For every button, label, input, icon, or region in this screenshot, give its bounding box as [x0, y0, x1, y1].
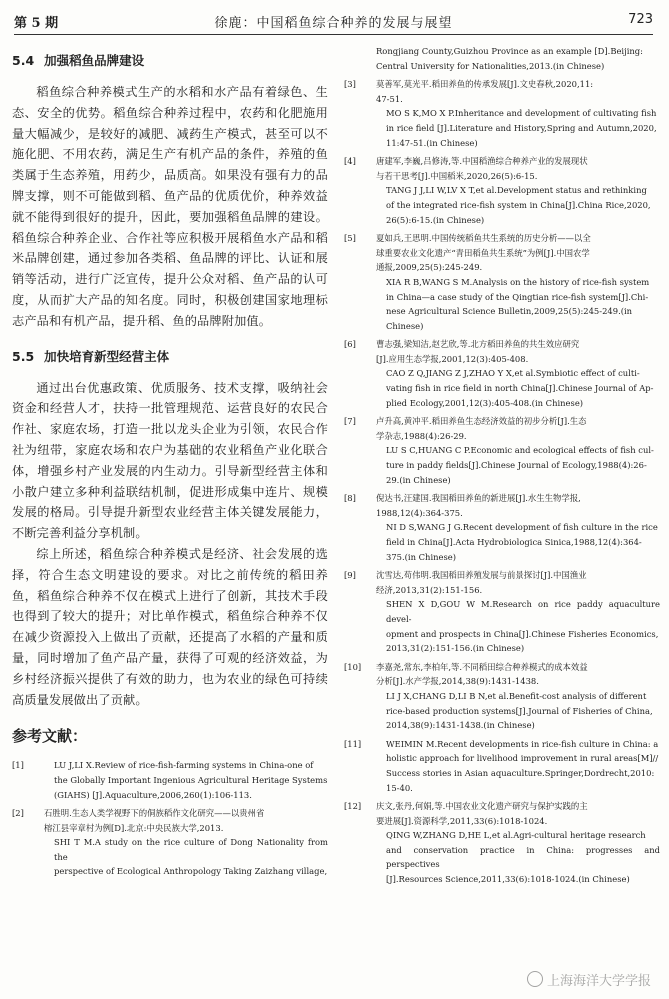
reference-en-line: of the integrated rice-fish system in China[J].China Rice,2020,	[386, 199, 651, 210]
reference-en-line: Success stories in Asian aquaculture.Springer,Dordrecht,2010:	[386, 767, 655, 778]
reference-item	[12, 806, 328, 879]
reference-en-line: 2014,38(9):1431-1438.(in Chinese)	[386, 720, 535, 731]
reference-cn-line: 榕江县宰章村为例[D].北京:中央民族大学,2013.	[44, 822, 224, 833]
reference-number: [3]	[344, 79, 356, 90]
reference-en-line: XIA R B,WANG S M.Analysis on the history of rice-fish system	[386, 276, 650, 287]
right-column	[344, 44, 660, 891]
reference-number: [5]	[344, 233, 356, 244]
reference-cn-line: 与若干思考[J].中国稻米,2020,26(5):6-15.	[376, 170, 538, 181]
watermark	[527, 970, 651, 989]
reference-item	[344, 231, 660, 333]
section-number: 5.5	[12, 348, 35, 364]
reference-number: [6]	[344, 339, 356, 350]
reference-number: [2]	[12, 808, 24, 819]
reference-item	[344, 568, 660, 656]
reference-en-line: opment and prospects in China[J].Chinese Fisheries Economics,	[386, 628, 659, 639]
reference-en-line: perspective of Ecological Anthropology Taking Zaizhang village,	[54, 866, 328, 877]
reference-en-line: in China—a case study of the Qingtian rice-fish system[J].Chi-	[386, 291, 649, 302]
reference-en-line: 26(5):6-15.(in Chinese)	[386, 214, 485, 225]
reference-number: [9]	[344, 570, 356, 581]
left-column	[12, 50, 328, 883]
reference-cn-line: 夏如兵,王思明.中国传统稻鱼共生系统的历史分析——以全	[376, 233, 591, 244]
reference-cn-line: 47-51.	[376, 93, 403, 104]
reference-cn-line: 1988,12(4):364-375.	[376, 507, 463, 518]
reference-list-right	[344, 44, 660, 891]
reference-cn-line: 球重要农业文化遗产“青田稻鱼共生系统”为例[J].中国农学	[376, 247, 590, 258]
paragraph: 通过出台优惠政策、优质服务、技术支撑，吸纳社会资金和经营人才，扶持一批管理规范、运营良好的农民合作社、家庭农场，打造一批以龙头企业为引领，农民合作社为纽带，家庭农场和农户为基础的农业稻鱼产业化联合体，增强乡村产业发展的内生动力。引导新型经营主体和小散户建立多种利益联结机制，促进形成集中连片、规模发展的格局。引导提升新型农业经营主体关键发展能力，不断完善利益分享机制。	[12, 380, 328, 541]
reference-item	[344, 737, 660, 795]
reference-en-line: plied Ecology,2001,12(3):405-408.(in Chinese)	[386, 397, 584, 408]
reference-en-line: Central University for Nationalities,2013.(in Chinese)	[376, 60, 605, 71]
section-title: 加强稻鱼品牌建设	[44, 53, 145, 68]
paragraph: 综上所述，稻鱼综合种养模式是经济、社会发展的选择，符合生态文明建设的要求。对比之前传统的稻田养鱼，稻鱼综合种养不仅在模式上进行了创新，其技术手段也得到了较大的提升；对比单作模式，稻鱼综合种养不仅在减少资源投入上做出了贡献，还提高了水稻的产量和质量，同时增加了鱼产品产量，获得了可观的经济效益，为乡村经济振兴提供了有效的助力，也为农业的绿色可持续高质量发展做出了贡献。	[12, 546, 328, 707]
reference-en-line: LI J X,CHANG D,LI B N,et al.Benefit-cost analysis of different	[386, 690, 647, 701]
paragraph: 稻鱼综合种养模式生产的水稻和水产品有着绿色、生态、安全的优势。稻鱼综合种养过程中，农药和化肥施用量大幅减少，是较好的减肥、减药生产模式，甚至可以不施化肥、不用农药，满足生产有机产品的条件，养殖的鱼类属于生态养殖，用药少，品质高。如果没有强有力的品牌支撑，则不可能做到稻、鱼产品的优质优价，种养效益就不能得到很好的提升，因此，要加强稻鱼品牌的建设。稻鱼综合种养企业、合作社等应积极开展稻鱼水产品和稻米品牌创建，通过参加各类稻、鱼品牌的评比、认证和展销等活动，进行广泛宣传，提升公众对稻、鱼产品的认可度，从而扩大产品的知名度。同时，积极创建国家地理标志产品和有机产品，提升稻、鱼的品牌附加值。	[12, 85, 328, 328]
reference-number: [4]	[344, 156, 356, 167]
reference-en-line: the Globally Important Ingenious Agricultural Heritage Systems	[54, 774, 328, 785]
reference-en-line: LU J,LI X.Review of rice-fish-farming systems in China-one of	[54, 760, 314, 771]
reference-item	[344, 44, 660, 73]
reference-number: [10]	[344, 661, 362, 672]
reference-number: [8]	[344, 493, 356, 504]
reference-cn-line: [J].应用生态学报,2001,12(3):405-408.	[376, 353, 529, 364]
reference-en-line: TANG J J,LI W,LV X T,et al.Development status and rethinking	[386, 185, 647, 196]
reference-item	[344, 660, 660, 733]
reference-cn-line: 要进展[J].资源科学,2011,33(6):1018-1024.	[376, 815, 548, 826]
reference-cn-line: 经济,2013,31(2):151-156.	[376, 584, 483, 595]
reference-item	[344, 414, 660, 487]
reference-en-line: holistic approach for livelihood improvement in rural areas[M]//	[386, 753, 659, 764]
reference-number: [7]	[344, 416, 356, 427]
references-heading: 参考文献：	[12, 727, 88, 746]
reference-en-line: and conservation practice in China: progresses and perspectives	[386, 844, 660, 870]
reference-cn-line: 李嘉尧,常东,李柏年,等.不同稻田综合种养模式的成本效益	[376, 661, 588, 672]
reference-cn-line: 分析[J].水产学报,2014,38(9):1431-1438.	[376, 676, 539, 687]
reference-en-line: (GIAHS) [J].Aquaculture,2006,260(1):106-113.	[54, 789, 252, 800]
reference-cn-line: 庆文,张丹,何娟,等.中国农业文化遗产研究与保护实践的主	[376, 801, 588, 812]
wechat-icon	[527, 971, 543, 987]
running-header	[14, 8, 653, 35]
reference-item	[344, 77, 660, 150]
reference-en-line: field in China[J].Acta Hydrobiologica Sinica,1988,12(4):364-	[386, 537, 642, 547]
issue-label: 第 5 期	[14, 16, 59, 31]
reference-en-line: WEIMIN M.Recent developments in rice-fish culture in China: a	[386, 738, 659, 749]
reference-en-line: [J].Resources Science,2011,33(6):1018-1024.(in Chinese)	[386, 874, 630, 885]
reference-cn-line: 唐建军,李巍,吕修涛,等.中国稻渔综合种养产业的发展现状	[376, 156, 588, 167]
reference-en-line: SHI T M.A study on the rice culture of Dong Nationality from the	[54, 837, 328, 862]
reference-en-line: Chinese)	[386, 320, 424, 331]
section-heading-5-4	[12, 50, 328, 72]
reference-en-line: 15-40.	[386, 782, 413, 793]
reference-cn-line: 莫善军,莫光平.稻田养鱼的传承发展[J].文史春秋,2020,11:	[376, 79, 594, 90]
running-title: 徐鹿：中国稻鱼综合种养的发展与展望	[214, 16, 453, 31]
reference-en-line: vating fish in rice field in north China[J].Chinese Journal of Ap-	[386, 383, 654, 394]
reference-en-line: 2013,31(2):151-156.(in Chinese)	[386, 643, 525, 654]
reference-en-line: QING W,ZHANG D,HE L,et al.Agri-cultural heritage research	[386, 830, 646, 841]
reference-list-left	[12, 758, 328, 883]
reference-number: [11]	[344, 738, 362, 749]
reference-cn-line: 通报,2009,25(5):245-249.	[376, 262, 483, 273]
section-number: 5.4	[12, 53, 35, 68]
reference-cn-line: 曹志强,梁知洁,赵艺欣,等.北方稻田养鱼的共生效应研究	[376, 339, 580, 350]
reference-cn-line: 倪达书,汪建国.我国稻田养鱼的新进展[J].水生生物学报,	[376, 493, 581, 504]
reference-item	[344, 491, 660, 564]
reference-en-line: LU S C,HUANG C P.Economic and ecological effects of fish cul-	[386, 445, 654, 456]
reference-en-line: NI D S,WANG J G.Recent development of fish culture in the rice	[386, 522, 658, 533]
reference-item	[344, 337, 660, 410]
reference-cn-line: 石胜明.生态人类学视野下的侗族稻作文化研究——以贵州省	[44, 808, 265, 819]
watermark-text: 上海海洋大学学报	[546, 974, 651, 989]
reference-en-line: nese Agricultural Science Bulletin,2009,25(5):245-249.(in	[386, 306, 633, 317]
reference-item	[12, 758, 328, 802]
reference-number: [1]	[12, 760, 24, 771]
reference-en-line: CAO Z Q,JIANG Z J,ZHAO Y X,et al.Symbiotic effect of culti-	[386, 368, 640, 379]
reference-cn-line: 学杂志,1988(4):26-29.	[376, 430, 467, 441]
reference-en-line: MO S K,MO X P.Inheritance and development of cultivating fish	[386, 108, 657, 119]
reference-en-line: in rice field [J].Literature and History,Spring and Autumn,2020,	[386, 122, 657, 133]
reference-en-line: 11:47-51.(in Chinese)	[386, 137, 478, 148]
page-number: 723	[628, 12, 653, 27]
reference-item	[344, 799, 660, 887]
reference-en-line: ture in paddy fields[J].Chinese Journal of Ecology,1988(4):26-	[386, 460, 647, 471]
reference-item	[344, 154, 660, 227]
reference-en-line: 29.(in Chinese)	[386, 474, 451, 485]
section-title: 加快培育新型经营主体	[44, 348, 170, 364]
reference-cn-line: 沈雪达,苟伟明.我国稻田养殖发展与前景探讨[J].中国渔业	[376, 570, 587, 581]
reference-en-line: rice-based production systems[J].Journal of Fisheries of China,	[386, 705, 653, 716]
reference-number: [12]	[344, 801, 362, 812]
reference-cn-line: 卢升高,黄冲平.稻田养鱼生态经济效益的初步分析[J].生态	[376, 416, 587, 427]
reference-en-line: SHEN X D,GOU W M.Research on rice paddy aquaculture devel-	[386, 599, 660, 624]
section-heading-5-5	[12, 346, 328, 368]
reference-en-line: 375.(in Chinese)	[386, 551, 457, 562]
reference-en-line: Rongjiang County,Guizhou Province as an example [D].Beijing:	[376, 46, 643, 56]
